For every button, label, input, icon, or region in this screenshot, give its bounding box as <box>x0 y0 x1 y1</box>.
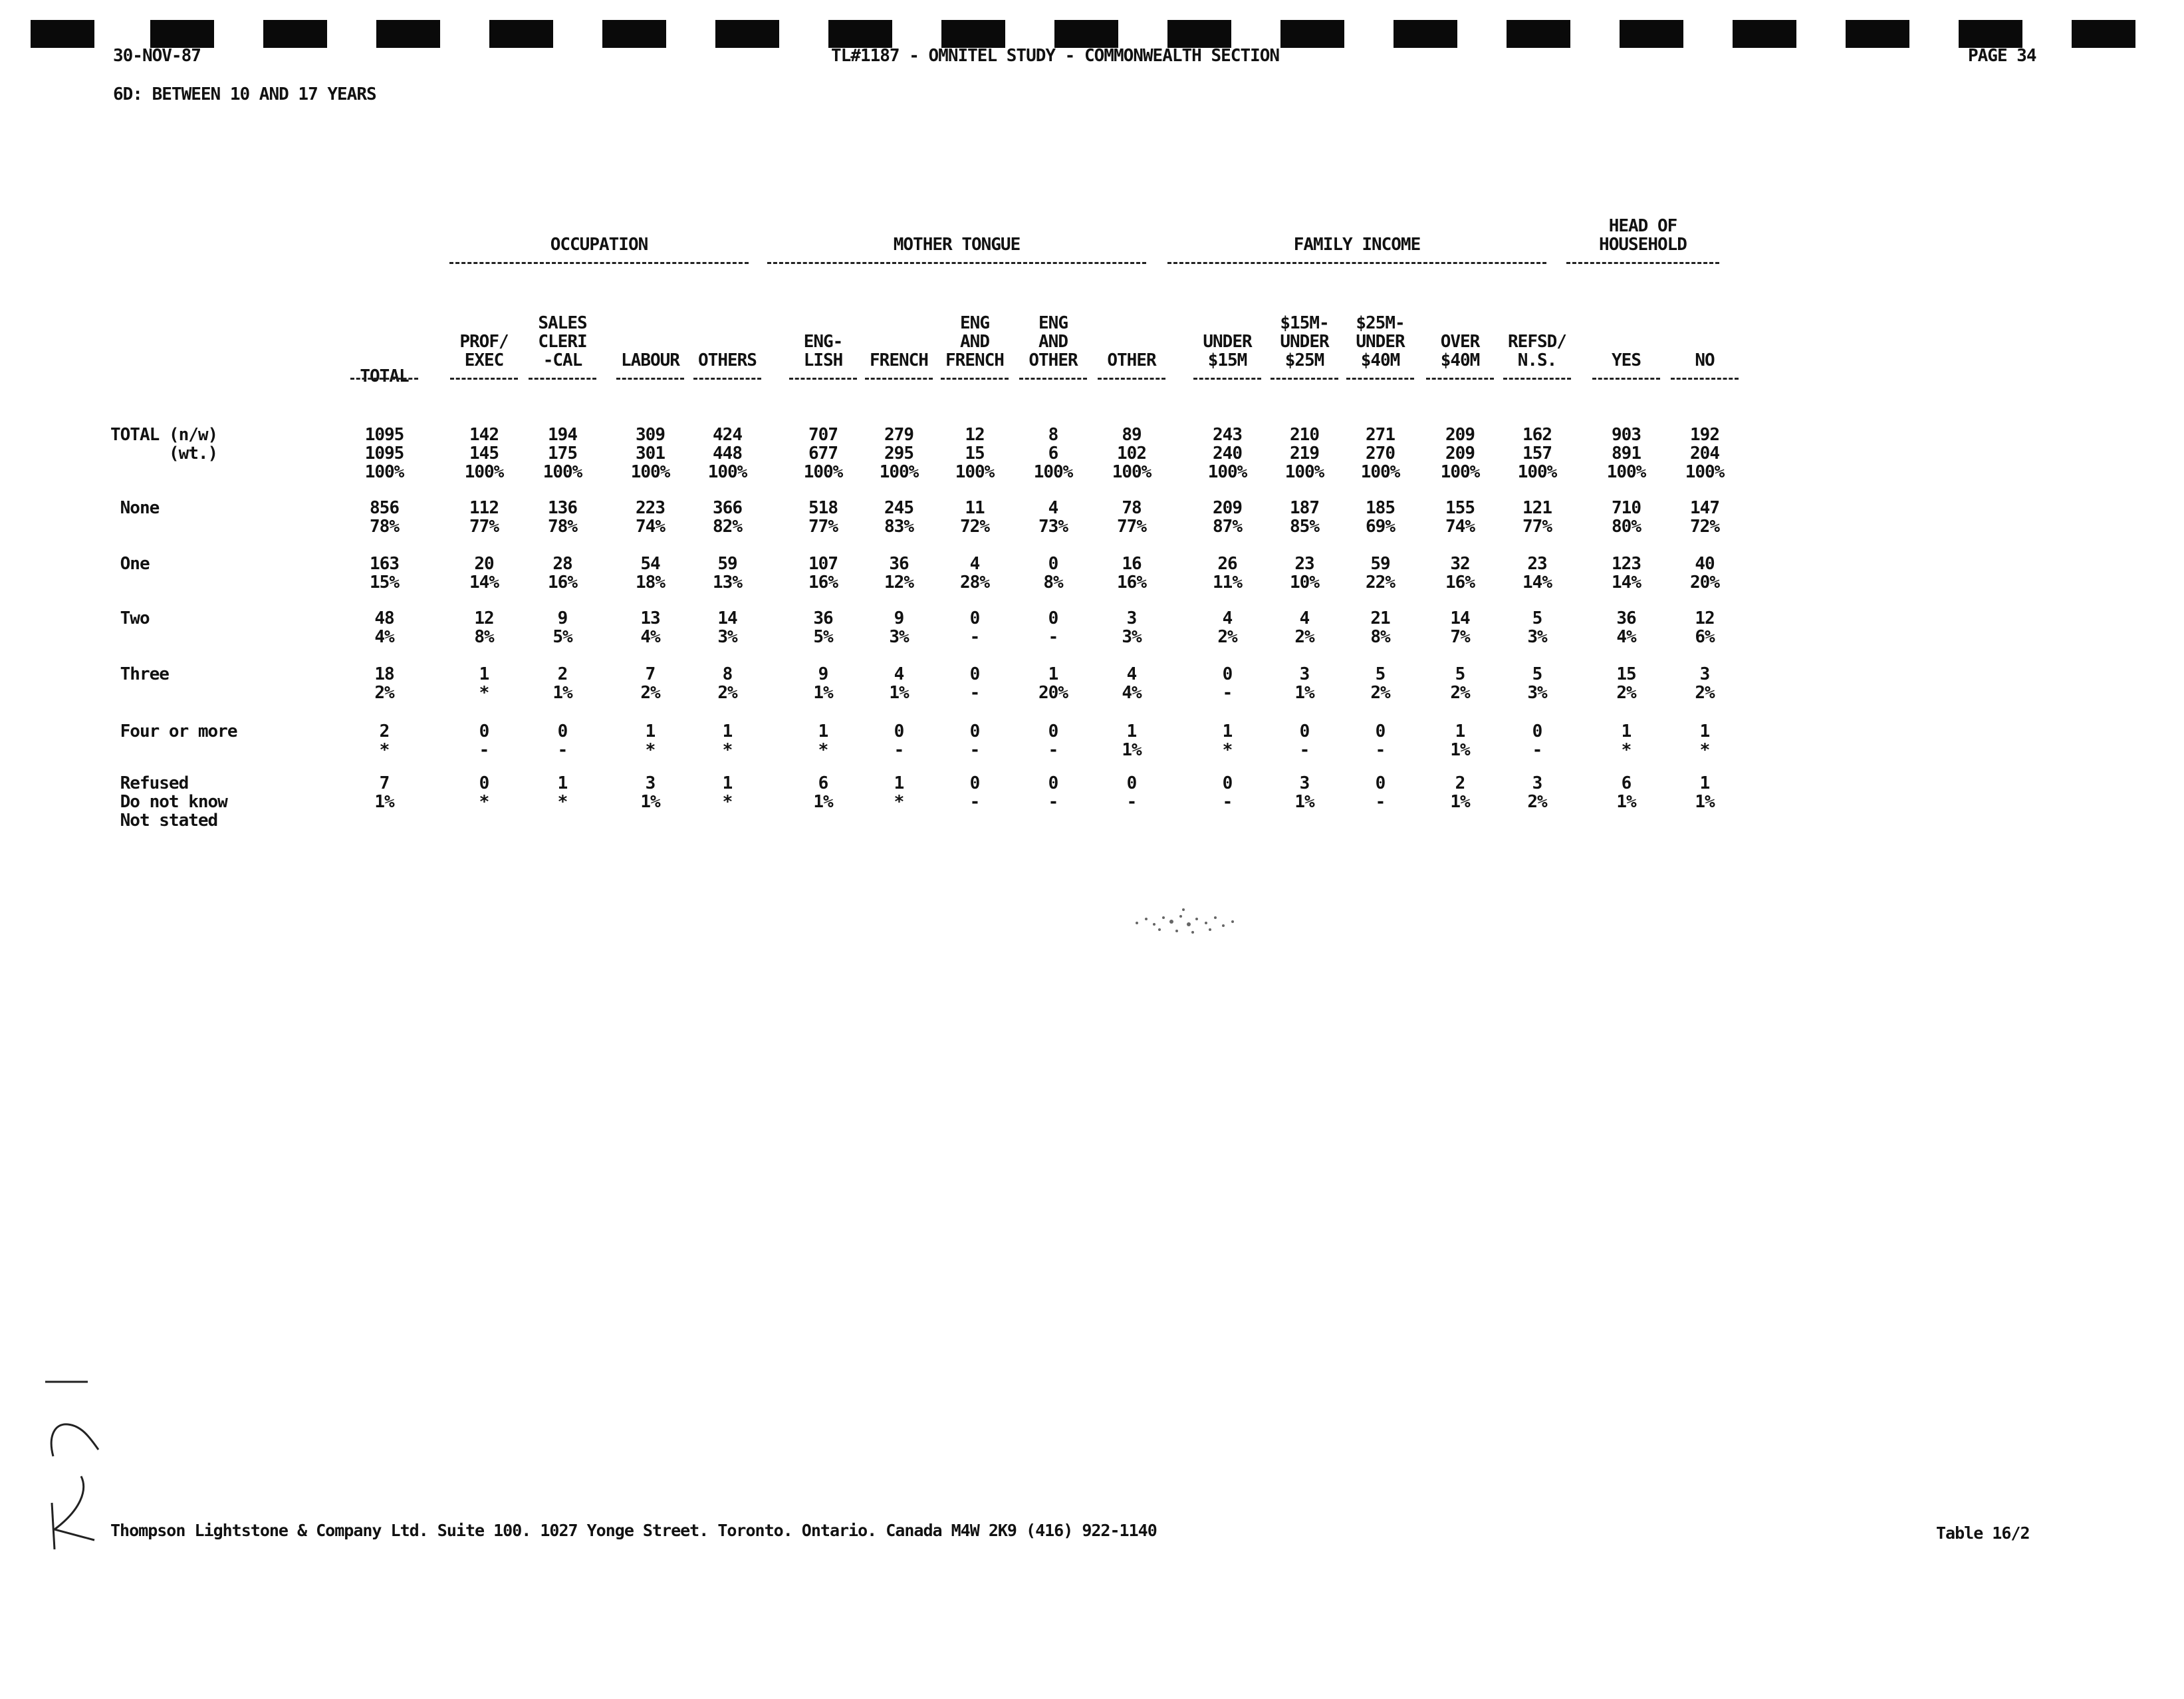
table-cell: 903 891 100% <box>1606 425 1646 482</box>
table-cell: 1095 1095 100% <box>364 425 404 482</box>
table-cell: 36 5% <box>813 608 833 647</box>
table-cell: 28 16% <box>548 554 577 592</box>
table-cell: 40 20% <box>1690 554 1719 592</box>
row-label: TOTAL (n/w) (wt.) <box>110 425 218 463</box>
group-head-of-household: HEAD OF HOUSEHOLD <box>1599 216 1687 255</box>
column-header: REFSD/ N.S. <box>1508 332 1566 370</box>
table-cell: 12 15 100% <box>955 425 995 482</box>
feed-hole <box>1959 20 2022 48</box>
table-cell: 1 * <box>645 721 656 760</box>
table-cell: 1 * <box>557 773 568 812</box>
table-cell: 59 13% <box>713 554 742 592</box>
feed-hole <box>828 20 892 48</box>
column-header: ENG- LISH <box>803 332 843 370</box>
table-cell: 518 77% <box>808 498 838 537</box>
table-cell: 0 - <box>1375 721 1386 760</box>
feed-hole <box>1846 20 1909 48</box>
table-cell: 0 - <box>1048 721 1058 760</box>
table-cell: 0 - <box>557 721 568 760</box>
table-cell: 142 145 100% <box>464 425 504 482</box>
table-cell: 5 3% <box>1527 664 1547 703</box>
table-cell: 0 - <box>969 664 980 703</box>
table-cell: 14 3% <box>717 608 737 647</box>
column-header: $25M- UNDER $40M <box>1356 313 1405 370</box>
table-cell: 0 - <box>894 721 904 760</box>
table-cell: 707 677 100% <box>803 425 843 482</box>
table-cell: 48 4% <box>374 608 394 647</box>
table-cell: 3 1% <box>640 773 660 812</box>
group-mother-tongue: MOTHER TONGUE <box>893 235 1021 255</box>
table-cell: 89 102 100% <box>1112 425 1152 482</box>
table-cell: 210 219 100% <box>1284 425 1324 482</box>
table-cell: 7 2% <box>640 664 660 703</box>
table-cell: 26 11% <box>1213 554 1242 592</box>
column-underline <box>1592 378 1660 380</box>
report-date: 30-NOV-87 <box>113 46 201 66</box>
table-cell: 710 80% <box>1612 498 1641 537</box>
feed-hole <box>376 20 440 48</box>
row-label: One <box>110 554 150 574</box>
feed-hole <box>941 20 1005 48</box>
table-cell: 0 8% <box>1043 554 1063 592</box>
table-cell: 4 2% <box>1217 608 1237 647</box>
feed-hole <box>489 20 553 48</box>
table-cell: 271 270 100% <box>1360 425 1400 482</box>
column-underline <box>1671 378 1739 380</box>
table-cell: 32 16% <box>1445 554 1475 592</box>
table-cell: 5 2% <box>1370 664 1390 703</box>
table-cell: 0 - <box>479 721 489 760</box>
row-label: Three <box>110 664 169 684</box>
table-cell: 54 18% <box>636 554 665 592</box>
group-rule-occupation <box>449 262 749 264</box>
table-cell: 279 295 100% <box>879 425 919 482</box>
table-cell: 1 * <box>894 773 904 812</box>
group-occupation: OCCUPATION <box>550 235 648 255</box>
table-cell: 366 82% <box>713 498 742 537</box>
table-cell: 13 4% <box>640 608 660 647</box>
column-underline <box>1426 378 1494 380</box>
handwritten-page-number <box>41 1376 114 1549</box>
table-cell: 4 28% <box>960 554 989 592</box>
table-cell: 194 175 100% <box>543 425 582 482</box>
column-header: $15M- UNDER $25M <box>1280 313 1329 370</box>
table-cell: 192 204 100% <box>1685 425 1725 482</box>
table-cell: 4 4% <box>1122 664 1142 703</box>
table-cell: 0 - <box>969 773 980 812</box>
table-cell: 123 14% <box>1612 554 1641 592</box>
group-family-income: FAMILY INCOME <box>1293 235 1421 255</box>
table-cell: 155 74% <box>1445 498 1475 537</box>
table-cell: 107 16% <box>808 554 838 592</box>
table-cell: 2 * <box>379 721 390 760</box>
table-cell: 8 6 100% <box>1033 425 1073 482</box>
table-cell: 5 2% <box>1450 664 1470 703</box>
table-cell: 3 2% <box>1695 664 1715 703</box>
page-number: PAGE 34 <box>1968 46 2036 66</box>
column-underline <box>450 378 518 380</box>
table-cell: 12 8% <box>474 608 494 647</box>
table-cell: 0 - <box>1299 721 1310 760</box>
feed-hole <box>1054 20 1118 48</box>
column-header: TOTAL <box>360 366 409 386</box>
column-header: ENG AND FRENCH <box>945 313 1004 370</box>
table-cell: 59 22% <box>1366 554 1395 592</box>
table-cell: 4 73% <box>1038 498 1068 537</box>
table-cell: 1 1% <box>1695 773 1715 812</box>
feed-hole <box>31 20 94 48</box>
column-underline <box>865 378 933 380</box>
column-header: ENG AND OTHER <box>1029 313 1078 370</box>
table-cell: 2 1% <box>1450 773 1470 812</box>
table-cell: 209 209 100% <box>1440 425 1480 482</box>
table-cell: 1 * <box>1222 721 1233 760</box>
table-cell: 12 6% <box>1695 608 1715 647</box>
row-label: Four or more <box>110 721 237 741</box>
table-cell: 1 1% <box>1450 721 1470 760</box>
table-cell: 4 1% <box>889 664 909 703</box>
table-cell: 3 1% <box>1294 664 1314 703</box>
table-cell: 1 * <box>1621 721 1632 760</box>
column-underline <box>1019 378 1087 380</box>
row-label: Refused Do not know Not stated <box>120 773 227 831</box>
table-cell: 2 1% <box>552 664 572 703</box>
feed-hole <box>1280 20 1344 48</box>
table-cell: 3 3% <box>1122 608 1142 647</box>
table-cell: 0 - <box>969 608 980 647</box>
column-underline <box>1346 378 1414 380</box>
table-cell: 309 301 100% <box>630 425 670 482</box>
table-cell: 23 10% <box>1290 554 1319 592</box>
feed-hole <box>2072 20 2135 48</box>
table-cell: 6 1% <box>1616 773 1636 812</box>
feed-hole <box>1394 20 1457 48</box>
table-cell: 209 87% <box>1213 498 1242 537</box>
table-cell: 3 2% <box>1527 773 1547 812</box>
column-underline <box>1503 378 1571 380</box>
table-cell: 0 * <box>479 773 489 812</box>
group-rule-head-of-household <box>1566 262 1719 264</box>
table-cell: 15 2% <box>1616 664 1636 703</box>
table-cell: 245 83% <box>884 498 913 537</box>
column-header: YES <box>1612 350 1641 370</box>
table-cell: 14 7% <box>1450 608 1470 647</box>
scan-smudge <box>1124 904 1250 940</box>
column-underline <box>941 378 1009 380</box>
feed-hole <box>1167 20 1231 48</box>
table-cell: 78 77% <box>1117 498 1146 537</box>
feed-hole <box>1507 20 1570 48</box>
table-cell: 424 448 100% <box>707 425 747 482</box>
table-cell: 856 78% <box>370 498 399 537</box>
table-cell: 36 4% <box>1616 608 1636 647</box>
table-cell: 11 72% <box>960 498 989 537</box>
table-cell: 1 1% <box>1122 721 1142 760</box>
feed-hole <box>1620 20 1683 48</box>
column-underline <box>616 378 684 380</box>
feed-hole <box>263 20 327 48</box>
table-cell: 112 77% <box>469 498 499 537</box>
column-underline <box>1098 378 1165 380</box>
table-cell: 1 * <box>479 664 489 703</box>
column-underline <box>350 378 418 380</box>
table-cell: 185 69% <box>1366 498 1395 537</box>
table-cell: 1 * <box>1699 721 1710 760</box>
column-header: SALES CLERI -CAL <box>538 313 587 370</box>
table-cell: 243 240 100% <box>1207 425 1247 482</box>
column-header: UNDER $15M <box>1203 332 1252 370</box>
table-reference: Table 16/2 <box>1936 1523 2030 1543</box>
table-cell: 0 - <box>1532 721 1542 760</box>
column-underline <box>789 378 857 380</box>
column-header: OTHERS <box>698 350 757 370</box>
group-rule-family-income <box>1167 262 1546 264</box>
group-rule-mother-tongue <box>767 262 1146 264</box>
table-cell: 163 15% <box>370 554 399 592</box>
table-cell: 1 * <box>722 721 733 760</box>
column-underline <box>529 378 596 380</box>
column-header: OVER $40M <box>1440 332 1480 370</box>
table-cell: 223 74% <box>636 498 665 537</box>
table-cell: 9 1% <box>813 664 833 703</box>
table-cell: 147 72% <box>1690 498 1719 537</box>
table-cell: 9 5% <box>552 608 572 647</box>
table-cell: 0 - <box>1222 664 1233 703</box>
table-cell: 36 12% <box>884 554 913 592</box>
table-cell: 0 - <box>1048 608 1058 647</box>
table-cell: 0 - <box>1048 773 1058 812</box>
table-cell: 162 157 100% <box>1517 425 1557 482</box>
table-cell: 9 3% <box>889 608 909 647</box>
column-header: FRENCH <box>870 350 928 370</box>
table-cell: 0 - <box>969 721 980 760</box>
table-cell: 0 - <box>1126 773 1137 812</box>
row-label: Two <box>110 608 150 628</box>
table-cell: 0 - <box>1375 773 1386 812</box>
feed-hole <box>715 20 779 48</box>
table-cell: 20 14% <box>469 554 499 592</box>
table-cell: 1 * <box>722 773 733 812</box>
table-cell: 1 20% <box>1038 664 1068 703</box>
table-cell: 0 - <box>1222 773 1233 812</box>
question-label: 6D: BETWEEN 10 AND 17 YEARS <box>113 84 376 104</box>
feed-hole <box>602 20 666 48</box>
table-cell: 1 * <box>818 721 828 760</box>
table-cell: 4 2% <box>1294 608 1314 647</box>
column-underline <box>1271 378 1338 380</box>
column-header: PROF/ EXEC <box>459 332 509 370</box>
feed-hole <box>1733 20 1796 48</box>
row-label: None <box>110 498 160 518</box>
table-cell: 136 78% <box>548 498 577 537</box>
column-underline <box>693 378 761 380</box>
table-cell: 16 16% <box>1117 554 1146 592</box>
table-cell: 8 2% <box>717 664 737 703</box>
column-header: OTHER <box>1107 350 1156 370</box>
table-cell: 21 8% <box>1370 608 1390 647</box>
company-address: Thompson Lightstone & Company Ltd. Suite 100. 1027 Yonge Street. Toronto. Ontario. Canada M4W 2K9 (416) 922-1140 <box>110 1521 1157 1540</box>
table-cell: 6 1% <box>813 773 833 812</box>
table-cell: 23 14% <box>1522 554 1552 592</box>
table-cell: 3 1% <box>1294 773 1314 812</box>
feed-hole <box>150 20 214 48</box>
table-cell: 121 77% <box>1522 498 1552 537</box>
column-header: LABOUR <box>621 350 679 370</box>
printer-feed-holes <box>0 20 2184 48</box>
table-cell: 18 2% <box>374 664 394 703</box>
table-cell: 7 1% <box>374 773 394 812</box>
column-header: NO <box>1695 350 1715 370</box>
report-title: TL#1187 - OMNITEL STUDY - COMMONWEALTH SECTION <box>831 46 1280 66</box>
column-underline <box>1193 378 1261 380</box>
table-cell: 187 85% <box>1290 498 1319 537</box>
table-cell: 5 3% <box>1527 608 1547 647</box>
